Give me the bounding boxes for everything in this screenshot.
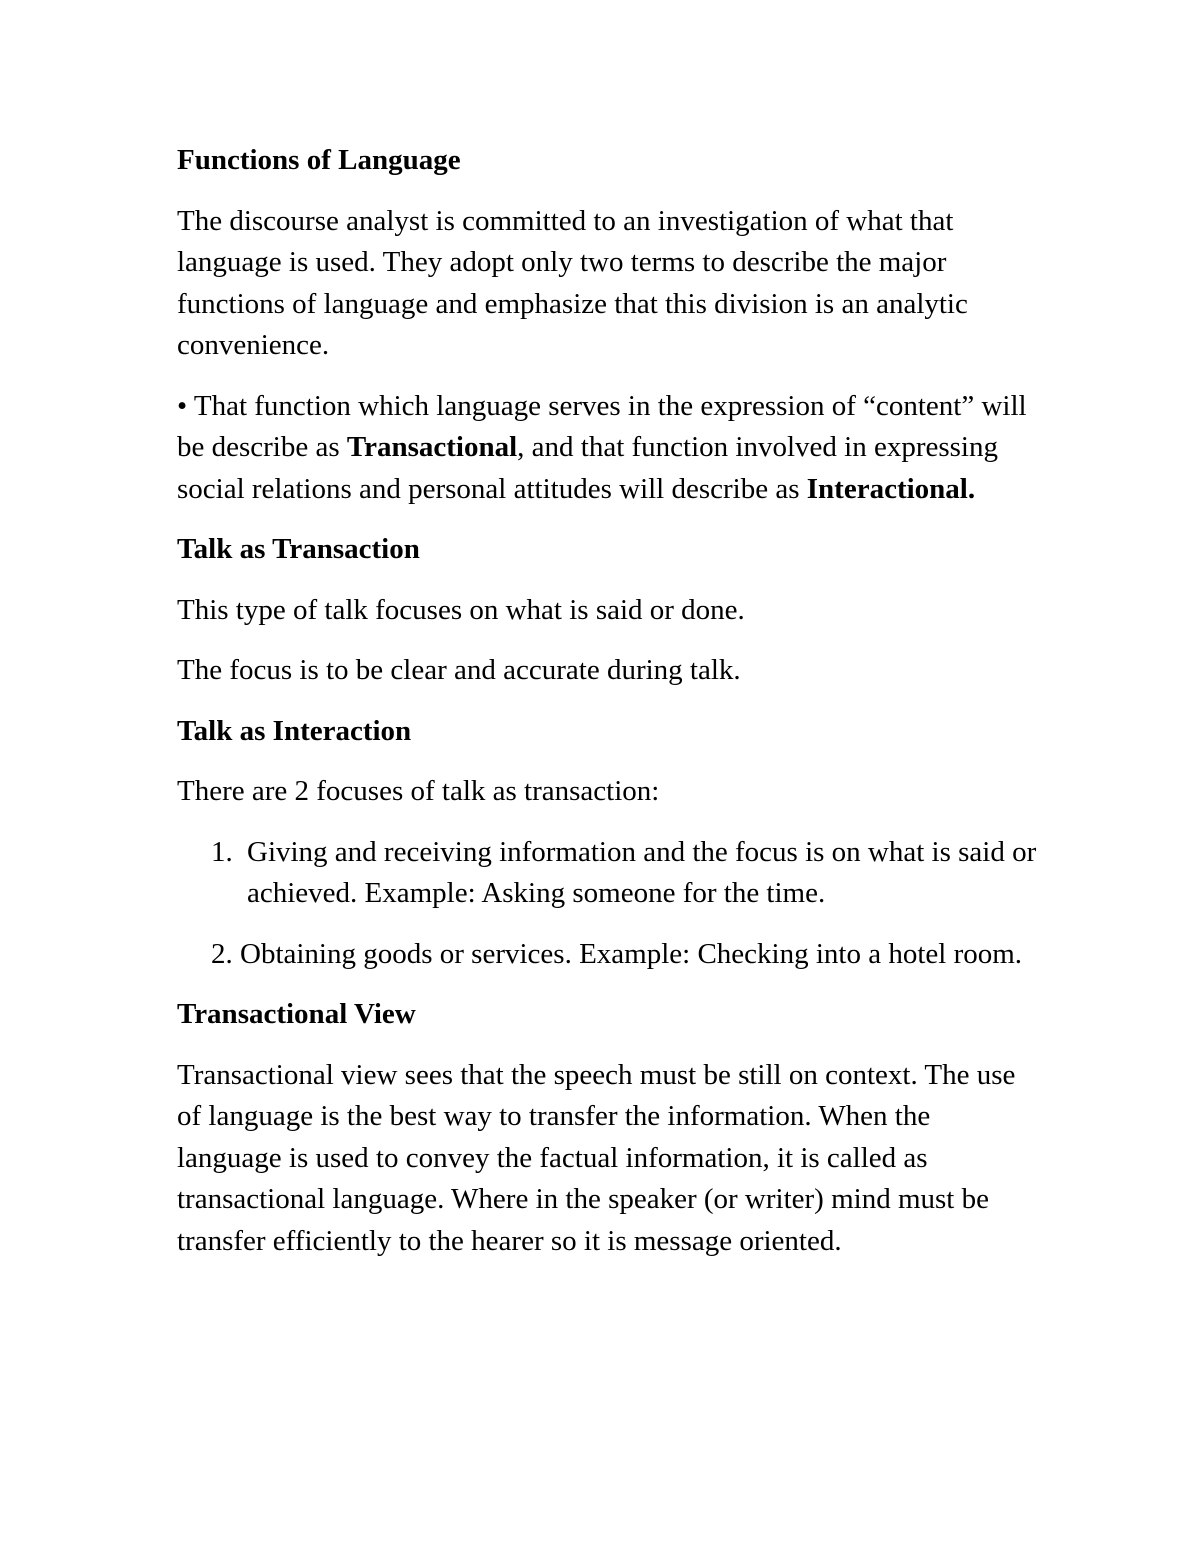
bullet-text-part1: That function which language serves in the expression of “content” will be describe as [177,389,1027,463]
transactional-view-paragraph: Transactional view sees that the speech must be still on context. The use of language is the best way to transfer the information. When the language is used to convey the factual information, it is called as transactional language. Where in the speaker (or writer) mind must be transfer efficiently to the hearer so it is message oriented. [177,1058,1016,1257]
document-title: Functions of Language [177,144,461,176]
term-interactional: Interactional. [806,472,976,505]
list-number-1: 1. [211,835,233,868]
transaction-paragraph-1: This type of talk focuses on what is said or done. [177,593,745,626]
bullet-marker: • [177,389,188,422]
heading-talk-as-interaction: Talk as Interaction [177,714,412,747]
bullet-text-part2: , and that function involved in expressing social relations and personal attitudes will describe as [177,431,998,505]
list-item-1 [177,832,1037,915]
heading-transactional-view: Transactional View [177,998,416,1030]
list-item-2 [177,934,1037,976]
interaction-intro: There are 2 focuses of talk as transaction: [177,775,660,807]
transaction-paragraph-2: The focus is to be clear and accurate during talk. [177,654,741,686]
list-text-2: Obtaining goods or services. Example: Checking into a hotel room. [232,937,1023,970]
list-text-1: Giving and receiving information and the focus is on what is said or achieved. Example: Asking someone for the time. [247,835,1037,909]
list-number-2: 2. [211,937,233,970]
intro-paragraph: The discourse analyst is committed to an investigation of what that language is used. They adopt only two terms to describe the major functions of language and emphasize that this division is an analytic convenience. [177,204,968,361]
bullet-paragraph [177,386,1037,511]
heading-talk-as-transaction: Talk as Transaction [177,533,420,565]
document-page [177,140,1037,1281]
term-transactional: Transactional [346,431,518,463]
